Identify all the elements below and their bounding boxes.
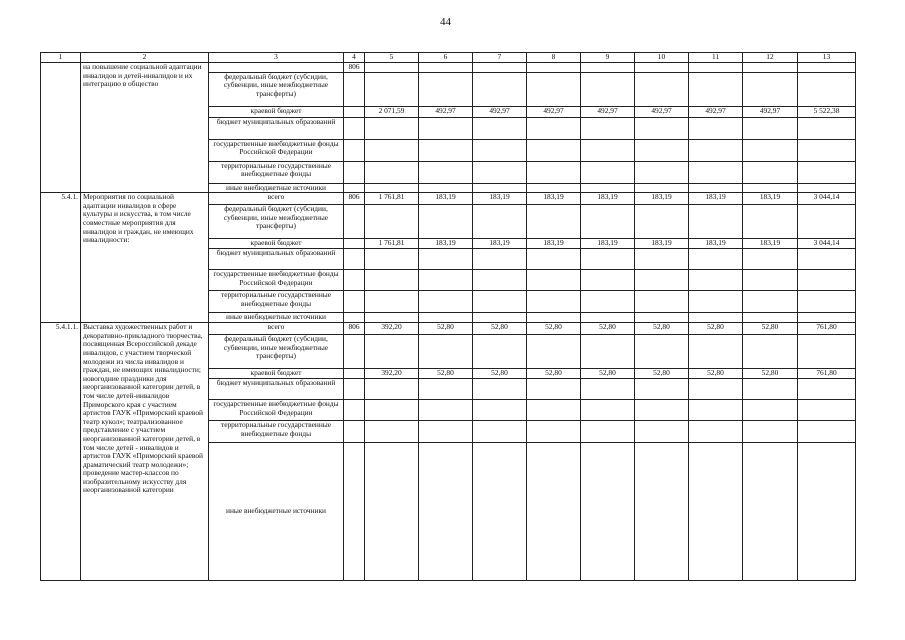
value-cell bbox=[527, 270, 581, 291]
funding-source bbox=[209, 63, 344, 73]
value-cell: 492,97 bbox=[527, 106, 581, 117]
value-cell bbox=[743, 379, 798, 400]
value-cell bbox=[473, 183, 527, 193]
value-cell bbox=[419, 421, 473, 443]
funding-source: бюджет муниципальных образований bbox=[209, 117, 344, 139]
value-cell bbox=[527, 421, 581, 443]
value-cell bbox=[798, 139, 856, 161]
funding-source: территориальные государственные внебюджетные фонды bbox=[209, 291, 344, 313]
value-cell bbox=[581, 72, 635, 106]
value-cell bbox=[743, 72, 798, 106]
value-cell bbox=[365, 313, 419, 323]
value-cell: 3 044,14 bbox=[798, 239, 856, 249]
value-cell bbox=[365, 205, 419, 239]
header-row bbox=[41, 53, 856, 63]
code-cell bbox=[344, 421, 365, 443]
value-cell bbox=[635, 313, 689, 323]
value-cell bbox=[473, 270, 527, 291]
code-cell bbox=[344, 117, 365, 139]
value-cell bbox=[473, 161, 527, 183]
value-cell bbox=[365, 335, 419, 369]
page-number: 44 bbox=[440, 16, 451, 28]
value-cell bbox=[635, 335, 689, 369]
code-cell: 806 bbox=[344, 193, 365, 205]
value-cell bbox=[798, 205, 856, 239]
value-cell bbox=[635, 291, 689, 313]
value-cell: 52,80 bbox=[419, 323, 473, 335]
value-cell bbox=[798, 291, 856, 313]
value-cell bbox=[527, 335, 581, 369]
value-cell bbox=[419, 63, 473, 73]
value-cell bbox=[689, 139, 743, 161]
code-cell bbox=[344, 239, 365, 249]
value-cell bbox=[689, 379, 743, 400]
value-cell bbox=[689, 270, 743, 291]
value-cell bbox=[581, 139, 635, 161]
funding-source: краевой бюджет bbox=[209, 239, 344, 249]
value-cell bbox=[581, 205, 635, 239]
code-cell bbox=[344, 335, 365, 369]
value-cell bbox=[365, 379, 419, 400]
value-cell bbox=[798, 335, 856, 369]
value-cell bbox=[635, 72, 689, 106]
value-cell bbox=[798, 400, 856, 421]
value-cell bbox=[527, 443, 581, 581]
value-cell bbox=[419, 117, 473, 139]
code-cell bbox=[344, 161, 365, 183]
value-cell bbox=[365, 63, 419, 73]
value-cell: 183,19 bbox=[527, 239, 581, 249]
funding-source: иные внебюджетные источники bbox=[209, 313, 344, 323]
value-cell bbox=[743, 291, 798, 313]
value-cell: 492,97 bbox=[419, 106, 473, 117]
header-cell: 3 bbox=[209, 53, 344, 63]
value-cell: 1 761,81 bbox=[365, 193, 419, 205]
value-cell: 392,20 bbox=[365, 369, 419, 379]
value-cell bbox=[365, 72, 419, 106]
value-cell bbox=[743, 421, 798, 443]
value-cell bbox=[743, 443, 798, 581]
value-cell bbox=[689, 313, 743, 323]
value-cell: 761,80 bbox=[798, 323, 856, 335]
funding-source: государственные внебюджетные фонды Российской Федерации bbox=[209, 139, 344, 161]
value-cell bbox=[743, 205, 798, 239]
value-cell bbox=[419, 313, 473, 323]
value-cell bbox=[365, 421, 419, 443]
value-cell bbox=[473, 72, 527, 106]
value-cell bbox=[419, 249, 473, 270]
value-cell bbox=[527, 63, 581, 73]
value-cell bbox=[365, 249, 419, 270]
value-cell bbox=[473, 313, 527, 323]
value-cell bbox=[689, 421, 743, 443]
value-cell: 52,80 bbox=[473, 369, 527, 379]
value-cell: 52,80 bbox=[581, 323, 635, 335]
header-cell: 12 bbox=[743, 53, 798, 63]
value-cell bbox=[743, 139, 798, 161]
value-cell bbox=[581, 249, 635, 270]
funding-source: иные внебюджетные источники bbox=[209, 183, 344, 193]
funding-source: иные внебюджетные источники bbox=[209, 443, 344, 581]
value-cell: 183,19 bbox=[689, 239, 743, 249]
value-cell bbox=[689, 400, 743, 421]
table-row bbox=[41, 193, 856, 205]
value-cell bbox=[365, 291, 419, 313]
value-cell: 183,19 bbox=[689, 193, 743, 205]
funding-source: территориальные государственные внебюджетные фонды bbox=[209, 421, 344, 443]
value-cell bbox=[581, 443, 635, 581]
row-number bbox=[41, 63, 81, 193]
value-cell bbox=[527, 379, 581, 400]
block-continued bbox=[41, 63, 856, 193]
value-cell bbox=[527, 183, 581, 193]
code-cell bbox=[344, 291, 365, 313]
header-cell: 6 bbox=[419, 53, 473, 63]
value-cell bbox=[581, 183, 635, 193]
value-cell bbox=[635, 139, 689, 161]
value-cell bbox=[581, 291, 635, 313]
value-cell bbox=[365, 183, 419, 193]
code-cell bbox=[344, 270, 365, 291]
value-cell: 492,97 bbox=[635, 106, 689, 117]
value-cell bbox=[527, 249, 581, 270]
value-cell bbox=[689, 205, 743, 239]
value-cell bbox=[798, 72, 856, 106]
value-cell bbox=[473, 443, 527, 581]
measure-name: Выставка художественных работ и декоративно-прикладного творчества, посвященная Всероссийской декаде инвалидов, с участием творческой молодежи из числа инвалидов и граждан, не имеющих инвалидности; новогодние праздники для неорганизованной категории детей, в том числе детей-инвалидов Приморского края с участием артистов ГАУК «Приморский краевой театр кукол»; театрализованное представление с участием неорганизованной категории детей, в том числе детей - инвалидов и артистов ГАУК «Приморский краевой драматический театр молодежи»; проведение мастер-классов по изобразительному искусству для неорганизованной категории bbox=[81, 323, 209, 581]
header-cell: 5 bbox=[365, 53, 419, 63]
value-cell bbox=[581, 379, 635, 400]
value-cell bbox=[689, 249, 743, 270]
value-cell: 52,80 bbox=[635, 369, 689, 379]
value-cell bbox=[689, 291, 743, 313]
funding-source: краевой бюджет bbox=[209, 369, 344, 379]
table-row bbox=[41, 323, 856, 335]
funding-source: федеральный бюджет (субсидии, субвенции, иные межбюджетные трансферты) bbox=[209, 72, 344, 106]
value-cell bbox=[798, 117, 856, 139]
value-cell bbox=[365, 139, 419, 161]
value-cell bbox=[689, 335, 743, 369]
row-number: 5.4.1.1. bbox=[41, 323, 81, 581]
value-cell bbox=[527, 139, 581, 161]
value-cell bbox=[581, 313, 635, 323]
funding-source: государственные внебюджетные фонды Российской Федерации bbox=[209, 400, 344, 421]
value-cell bbox=[743, 161, 798, 183]
value-cell: 183,19 bbox=[581, 239, 635, 249]
value-cell bbox=[798, 443, 856, 581]
value-cell bbox=[473, 117, 527, 139]
value-cell bbox=[365, 270, 419, 291]
value-cell: 5 522,38 bbox=[798, 106, 856, 117]
value-cell bbox=[581, 421, 635, 443]
value-cell: 183,19 bbox=[419, 239, 473, 249]
value-cell: 761,80 bbox=[798, 369, 856, 379]
header-cell: 1 bbox=[41, 53, 81, 63]
value-cell: 492,97 bbox=[689, 106, 743, 117]
value-cell bbox=[473, 291, 527, 313]
value-cell: 492,97 bbox=[581, 106, 635, 117]
value-cell bbox=[527, 291, 581, 313]
value-cell: 52,80 bbox=[527, 323, 581, 335]
value-cell bbox=[635, 249, 689, 270]
value-cell bbox=[635, 270, 689, 291]
value-cell bbox=[581, 117, 635, 139]
value-cell bbox=[798, 421, 856, 443]
value-cell bbox=[419, 379, 473, 400]
code-cell bbox=[344, 205, 365, 239]
value-cell bbox=[798, 183, 856, 193]
value-cell bbox=[635, 63, 689, 73]
value-cell bbox=[365, 443, 419, 581]
value-cell bbox=[743, 63, 798, 73]
value-cell bbox=[473, 139, 527, 161]
value-cell bbox=[689, 161, 743, 183]
table-row bbox=[41, 63, 856, 73]
value-cell bbox=[689, 63, 743, 73]
value-cell bbox=[581, 335, 635, 369]
value-cell bbox=[365, 161, 419, 183]
value-cell bbox=[743, 183, 798, 193]
value-cell: 52,80 bbox=[581, 369, 635, 379]
value-cell bbox=[419, 335, 473, 369]
value-cell bbox=[635, 421, 689, 443]
value-cell: 52,80 bbox=[527, 369, 581, 379]
value-cell bbox=[635, 443, 689, 581]
value-cell bbox=[527, 117, 581, 139]
header-cell: 7 bbox=[473, 53, 527, 63]
value-cell bbox=[798, 313, 856, 323]
value-cell: 52,80 bbox=[635, 323, 689, 335]
block-5-4-1-1 bbox=[41, 323, 856, 581]
value-cell bbox=[365, 117, 419, 139]
code-cell bbox=[344, 72, 365, 106]
value-cell: 183,19 bbox=[473, 193, 527, 205]
value-cell: 183,19 bbox=[635, 193, 689, 205]
value-cell: 52,80 bbox=[473, 323, 527, 335]
value-cell bbox=[473, 379, 527, 400]
value-cell bbox=[635, 183, 689, 193]
value-cell bbox=[798, 249, 856, 270]
value-cell: 2 071,59 bbox=[365, 106, 419, 117]
value-cell bbox=[743, 313, 798, 323]
value-cell bbox=[743, 270, 798, 291]
header-cell: 10 bbox=[635, 53, 689, 63]
value-cell bbox=[473, 63, 527, 73]
value-cell: 52,80 bbox=[419, 369, 473, 379]
value-cell bbox=[527, 72, 581, 106]
value-cell bbox=[419, 205, 473, 239]
code-cell bbox=[344, 313, 365, 323]
value-cell bbox=[365, 400, 419, 421]
value-cell bbox=[635, 161, 689, 183]
value-cell bbox=[581, 63, 635, 73]
value-cell bbox=[419, 139, 473, 161]
funding-source: государственные внебюджетные фонды Российской Федерации bbox=[209, 270, 344, 291]
value-cell: 183,19 bbox=[419, 193, 473, 205]
funding-source: всего bbox=[209, 193, 344, 205]
code-cell: 806 bbox=[344, 63, 365, 73]
funding-source: федеральный бюджет (субсидии, субвенции, иные межбюджетные трансферты) bbox=[209, 205, 344, 239]
value-cell: 1 761,81 bbox=[365, 239, 419, 249]
funding-source: территориальные государственные внебюджетные фонды bbox=[209, 161, 344, 183]
value-cell: 3 044,14 bbox=[798, 193, 856, 205]
header-cell: 9 bbox=[581, 53, 635, 63]
budget-table bbox=[40, 52, 856, 581]
value-cell bbox=[689, 183, 743, 193]
header-cell: 11 bbox=[689, 53, 743, 63]
value-cell bbox=[689, 443, 743, 581]
value-cell bbox=[798, 161, 856, 183]
code-cell: 806 bbox=[344, 323, 365, 335]
header-cell: 8 bbox=[527, 53, 581, 63]
funding-source: бюджет муниципальных образований bbox=[209, 249, 344, 270]
value-cell bbox=[473, 421, 527, 443]
measure-name: на повышение социальной адаптации инвалидов и детей-инвалидов и их интеграцию в общество bbox=[81, 63, 209, 193]
value-cell bbox=[743, 400, 798, 421]
value-cell bbox=[798, 63, 856, 73]
value-cell: 183,19 bbox=[635, 239, 689, 249]
value-cell: 183,19 bbox=[743, 193, 798, 205]
code-cell bbox=[344, 369, 365, 379]
value-cell bbox=[581, 270, 635, 291]
value-cell bbox=[527, 313, 581, 323]
funding-source: федеральный бюджет (субсидии, субвенции, иные межбюджетные трансферты) bbox=[209, 335, 344, 369]
value-cell bbox=[689, 72, 743, 106]
value-cell bbox=[581, 161, 635, 183]
value-cell: 492,97 bbox=[473, 106, 527, 117]
value-cell bbox=[473, 335, 527, 369]
value-cell: 52,80 bbox=[689, 323, 743, 335]
value-cell: 183,19 bbox=[743, 239, 798, 249]
code-cell bbox=[344, 139, 365, 161]
value-cell bbox=[743, 249, 798, 270]
value-cell bbox=[473, 249, 527, 270]
header-cell: 13 bbox=[798, 53, 856, 63]
value-cell bbox=[527, 205, 581, 239]
value-cell: 392,20 bbox=[365, 323, 419, 335]
value-cell bbox=[635, 400, 689, 421]
value-cell bbox=[419, 270, 473, 291]
value-cell: 183,19 bbox=[581, 193, 635, 205]
value-cell: 183,19 bbox=[473, 239, 527, 249]
header-cell: 4 bbox=[344, 53, 365, 63]
code-cell bbox=[344, 379, 365, 400]
value-cell: 52,80 bbox=[689, 369, 743, 379]
value-cell: 492,97 bbox=[743, 106, 798, 117]
value-cell bbox=[419, 443, 473, 581]
header-cell: 2 bbox=[81, 53, 209, 63]
value-cell: 183,19 bbox=[527, 193, 581, 205]
value-cell bbox=[527, 400, 581, 421]
value-cell bbox=[743, 117, 798, 139]
code-cell bbox=[344, 106, 365, 117]
code-cell bbox=[344, 443, 365, 581]
value-cell bbox=[743, 335, 798, 369]
value-cell bbox=[473, 400, 527, 421]
value-cell bbox=[419, 291, 473, 313]
code-cell bbox=[344, 249, 365, 270]
value-cell bbox=[635, 117, 689, 139]
value-cell: 52,80 bbox=[743, 369, 798, 379]
funding-source: краевой бюджет bbox=[209, 106, 344, 117]
value-cell bbox=[635, 379, 689, 400]
value-cell bbox=[419, 72, 473, 106]
block-5-4-1 bbox=[41, 193, 856, 323]
value-cell bbox=[527, 161, 581, 183]
value-cell bbox=[798, 379, 856, 400]
value-cell bbox=[635, 205, 689, 239]
value-cell: 52,80 bbox=[743, 323, 798, 335]
measure-name: Мероприятия по социальной адаптации инвалидов в сфере культуры и искусства, в том числе совместные мероприятия для инвалидов и граждан, не имеющих инвалидности: bbox=[81, 193, 209, 323]
funding-source: всего bbox=[209, 323, 344, 335]
value-cell bbox=[473, 205, 527, 239]
value-cell bbox=[798, 270, 856, 291]
value-cell bbox=[419, 183, 473, 193]
code-cell bbox=[344, 400, 365, 421]
code-cell bbox=[344, 183, 365, 193]
value-cell bbox=[419, 161, 473, 183]
row-number: 5.4.1. bbox=[41, 193, 81, 323]
value-cell bbox=[689, 117, 743, 139]
funding-source: бюджет муниципальных образований bbox=[209, 379, 344, 400]
value-cell bbox=[419, 400, 473, 421]
value-cell bbox=[581, 400, 635, 421]
